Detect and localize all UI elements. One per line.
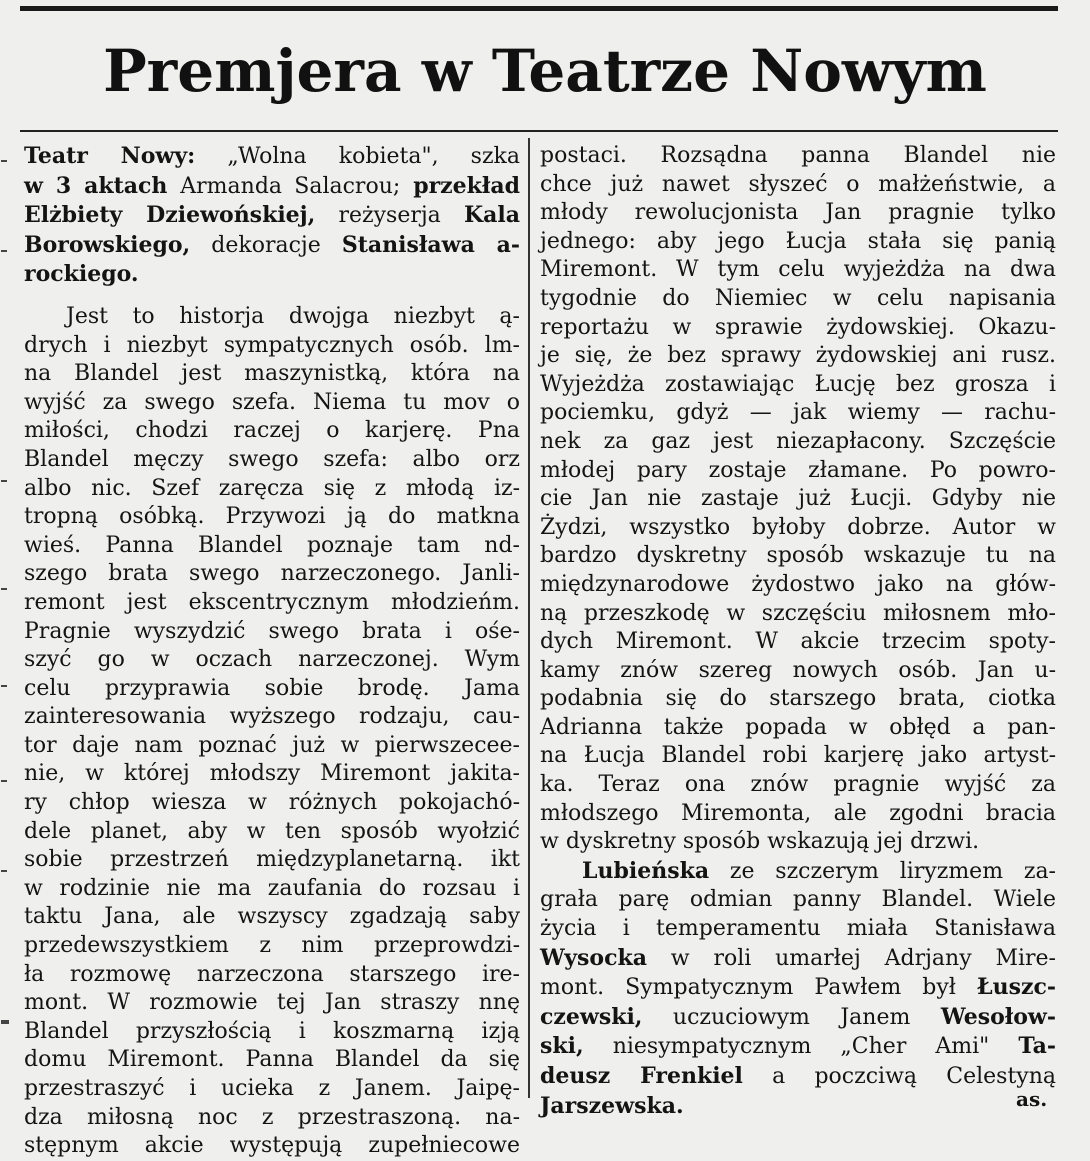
- right-column: [540, 142, 1056, 1121]
- body-line: nie, w której młodszy Miremont jakita-: [24, 761, 520, 787]
- body-line: miłości, chodzi raczej o karjerę. Pna: [24, 418, 520, 444]
- body-line: wyjść za swego szefa. Niema tu mov o: [24, 389, 520, 415]
- body-line: dych Miremont. W akcie trzecim spoty-: [540, 629, 1056, 655]
- body-line: mont. W rozmowie tej Jan straszy nnę: [24, 990, 520, 1016]
- cast-line: Jarszewska.: [540, 1092, 684, 1119]
- body-line: młodej pary zostaje złamane. Po powro-: [540, 457, 1056, 483]
- cast-line: czewski, uczuciowym Janem Wesołow-: [540, 1003, 1056, 1030]
- lead-line: Elżbiety Dziewońskiej, reżyserja Kala: [24, 202, 520, 229]
- body-line: szyć go w oczach narzeczonej. Wym: [24, 647, 520, 673]
- body-line: Żydzi, wszystko byłoby dobrze. Autor w: [540, 514, 1056, 540]
- lead-line: Teatr Nowy: „Wolna kobieta", szka: [24, 143, 521, 169]
- body-line: chce już nawet słyszeć o małżeństwie, a: [540, 171, 1056, 197]
- body-line: międzynarodowe żydostwo jako na głów-: [540, 571, 1056, 597]
- article-body-left: [24, 303, 520, 1161]
- body-line: tropną osóbką. Przywozi ją do matkna: [24, 504, 520, 530]
- body-line: podabnia się do starszego brata, ciotka: [540, 686, 1056, 712]
- body-line: reportażu w sprawie żydowskiej. Okazu-: [540, 314, 1056, 340]
- body-line: Wyjeżdża zostawiając Łucję bez grosza i: [540, 371, 1056, 397]
- body-line: dza miłosną noc z przestraszoną. na-: [24, 1104, 520, 1130]
- body-line: postaci. Rozsądna panna Blandel nie: [540, 143, 1056, 168]
- cast-line: mont. Sympatycznym Pawłem był Łuszc-: [540, 974, 1056, 1001]
- body-line: Blandel przyszłością i koszmarną izją: [24, 1018, 520, 1044]
- lead-line: rockiego.: [24, 261, 139, 288]
- body-line: Adrianna także popada w obłęd a pan-: [540, 714, 1056, 740]
- headline-rule: [20, 130, 1058, 132]
- author-signature: as.: [1016, 1087, 1048, 1111]
- body-line: zainteresowania wyższego rodzaju, cau-: [24, 704, 520, 730]
- left-margin-fragments: [0, 140, 12, 1040]
- headline: Premjera w Teatrze Nowym: [103, 37, 987, 105]
- body-line: ry chłop wiesza w różnych pokojachó-: [24, 790, 520, 816]
- cast-review: [540, 857, 1056, 1121]
- body-line: taktu Jana, ale wszyscy zgadzają saby: [24, 904, 520, 930]
- body-line: nek za gaz jest niezapłacony. Szczęście: [540, 428, 1056, 454]
- body-line: ła rozmowę narzeczona starszego ire-: [24, 961, 520, 987]
- article-body-right: [540, 142, 1056, 857]
- top-rule: [20, 6, 1058, 11]
- body-line: domu Miremont. Panna Blandel da się: [24, 1047, 520, 1073]
- body-line: drych i niezbyt sympatycznych osób. lm-: [24, 332, 520, 358]
- body-line: pociemku, gdyż — jak wiemy — rachu-: [540, 400, 1056, 426]
- body-line: Jest to historja dwojga niezbyt ą-: [66, 303, 520, 329]
- body-line: tygodnie do Niemiec w celu napisania: [540, 285, 1056, 311]
- body-line: celu przyprawia sobie brodę. Jama: [24, 675, 520, 701]
- body-line: przestraszyć i ucieka z Janem. Jaipę-: [24, 1076, 520, 1101]
- column-divider: [528, 138, 530, 1098]
- article-lead: [24, 142, 520, 290]
- body-line: młodszego Miremonta, ale zgodni bracia: [540, 800, 1056, 826]
- body-line: kamy znów szereg nowych osób. Jan u-: [540, 657, 1056, 683]
- body-line: dele planet, aby w ten sposób wyołzić: [24, 818, 520, 844]
- cast-line: grała parę odmian panny Blandel. Wiele: [540, 887, 1056, 913]
- body-line: przedewszystkiem z nim przeprowdzi-: [24, 933, 520, 959]
- body-line: Blandel męczy swego szefa: albo orz: [24, 446, 520, 472]
- body-line: sobie przestrzeń międzyplanetarną. ikt: [24, 847, 520, 873]
- body-line: albo nic. Szef zaręcza się z młodą iz-: [24, 475, 520, 501]
- body-line: na Blandel jest maszynistką, która na: [24, 361, 520, 387]
- body-line: remont jest ekscentrycznym młodzieńm.: [24, 589, 520, 615]
- body-line: Miremont. W tym celu wyjeżdża na dwa: [540, 257, 1056, 283]
- body-line: młody rewolucjonista Jan pragnie tylko: [540, 200, 1056, 226]
- body-line: w dyskretny sposób wskazują jej drzwi.: [540, 829, 980, 855]
- left-column: [24, 142, 520, 1161]
- body-line: tor daje nam poznać już w pierwszecee-: [24, 732, 520, 758]
- body-line: cie Jan nie zastaje już Łucji. Gdyby nie: [540, 486, 1056, 512]
- body-line: jednego: aby jego Łucja stała się panią: [540, 228, 1056, 254]
- body-line: Pragnie wyszydzić swego brata i ośe-: [24, 618, 520, 644]
- body-line: ną przeszkodę w szczęściu miłosnem mło-: [540, 600, 1056, 626]
- body-line: w rodzinie nie ma zaufania do rozsau i: [24, 875, 520, 901]
- cast-line: Wysocka w roli umarłej Adrjany Mire-: [540, 944, 1056, 971]
- cast-line: ski, niesympatycznym „Cher Ami" Ta-: [540, 1033, 1056, 1060]
- body-line: je się, że bez sprawy żydowskiej ani rusz.: [540, 343, 1056, 369]
- body-line: stępnym akcie występują zupełniecowe: [24, 1133, 520, 1159]
- body-line: szego brata swego narzeczonego. Janli-: [24, 561, 520, 587]
- cast-line: Lubieńska ze szczerym liryzmem za-: [582, 857, 1056, 884]
- body-line: na Łucja Blandel robi karjerę jako artyst-: [540, 743, 1056, 769]
- body-line: ka. Teraz ona znów pragnie wyjść za: [540, 772, 1056, 798]
- lead-line: Borowskiego, dekoracje Stanisława a-: [24, 231, 520, 258]
- body-line: wieś. Panna Blandel poznaje tam nd-: [24, 532, 520, 558]
- cast-line: życia i temperamentu miała Stanisława: [540, 916, 1056, 942]
- lead-line: w 3 aktach Armanda Salacrou; przekład: [24, 172, 520, 199]
- body-line: bardzo dyskretny sposób wskazuje tu na: [540, 543, 1056, 569]
- cast-line: deusz Frenkiel a poczciwą Celestyną: [540, 1063, 1056, 1089]
